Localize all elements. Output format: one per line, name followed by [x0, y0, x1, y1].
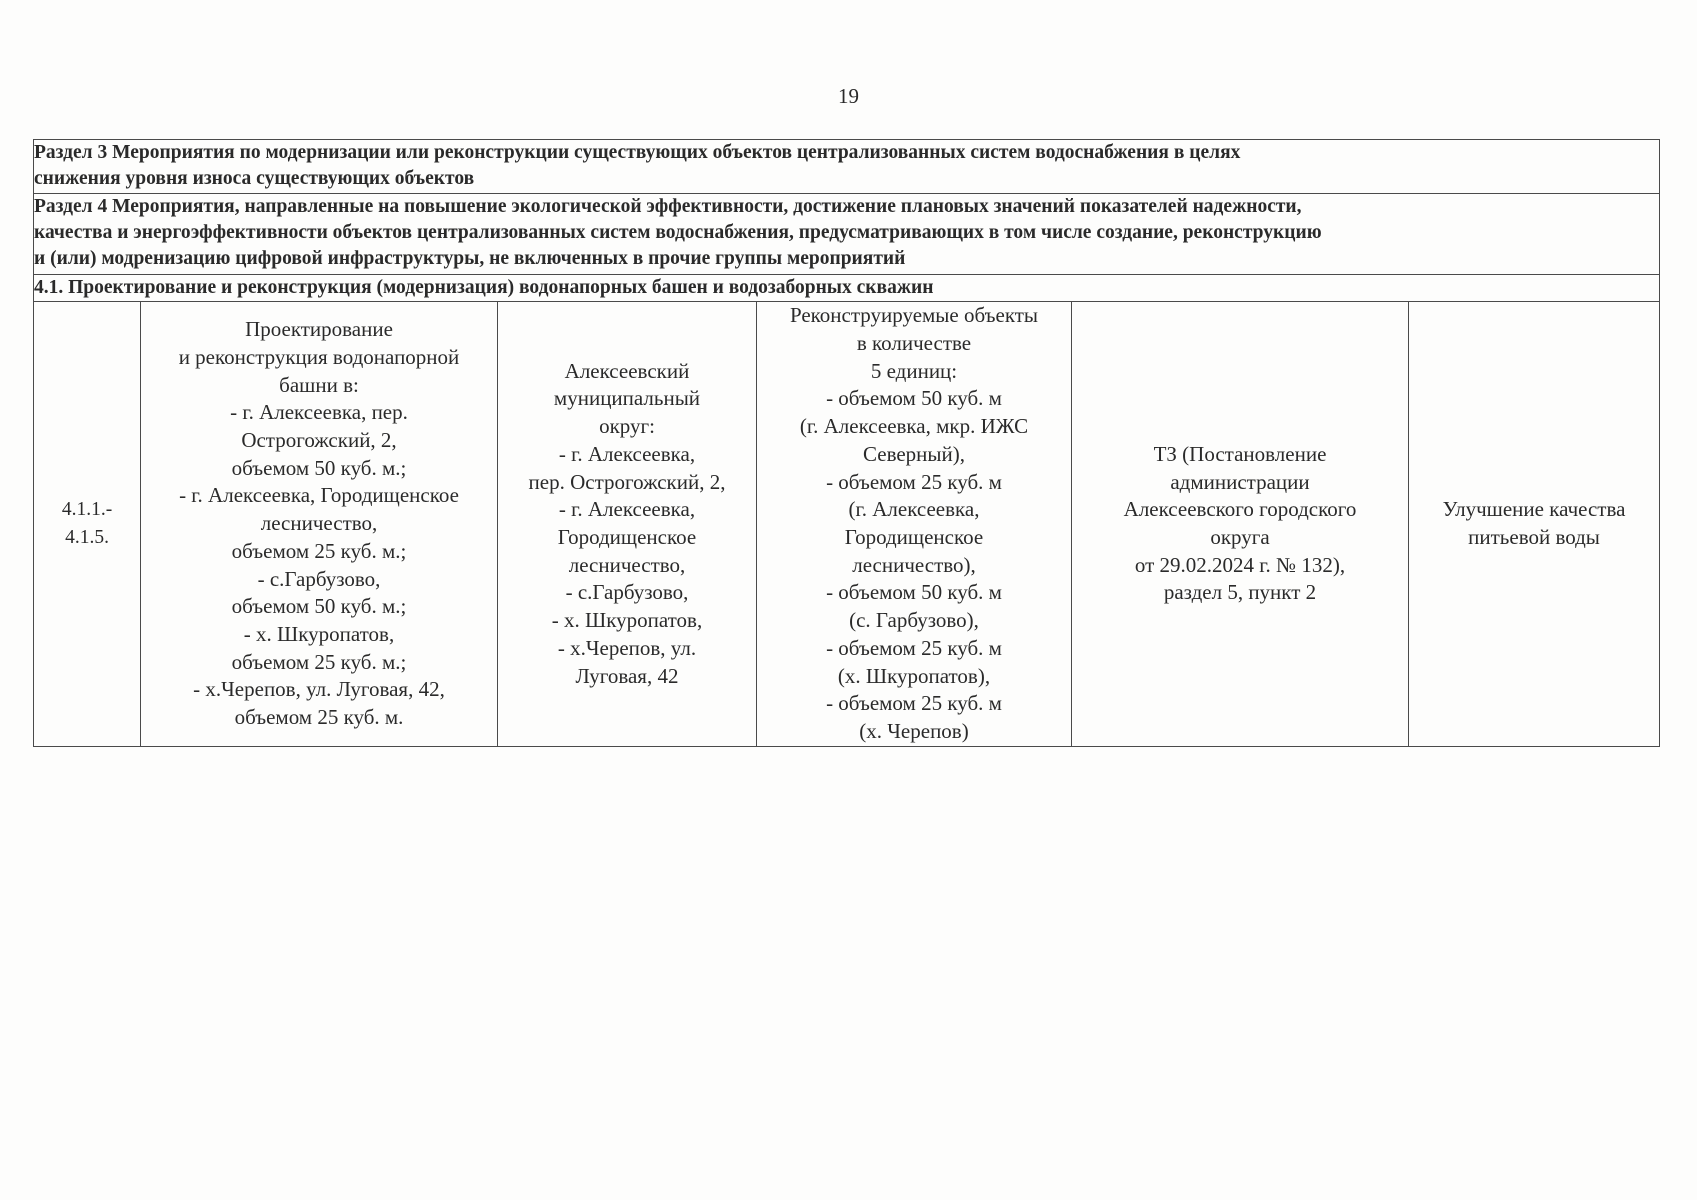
location-line: - с.Гарбузово, [565, 580, 689, 605]
basis-line: Алексеевского городского [1123, 497, 1357, 522]
description-line: объемом 25 куб. м.; [231, 649, 407, 674]
result-cell [1409, 302, 1660, 747]
description-line: объемом 50 куб. м.; [231, 594, 407, 619]
description-line: башни в: [279, 372, 359, 397]
description-line: и реконструкция водонапорной [178, 344, 460, 369]
location-line: - г. Алексеевка, [558, 497, 696, 522]
section-3-row [34, 140, 1660, 194]
item-number-cell [34, 302, 141, 747]
table-row [34, 302, 1660, 747]
description-line: объемом 25 куб. м.; [231, 538, 407, 563]
section-4-heading [34, 194, 1660, 275]
objects-line: - объемом 25 куб. м [826, 691, 1002, 716]
location-line: - х.Черепов, ул. [557, 635, 697, 660]
section-3-line: Раздел 3 Мероприятия по модернизации или реконструкции существующих объектов централизованных систем водоснабжения в целях [34, 142, 1241, 163]
location-line: - х. Шкуропатов, [551, 608, 703, 633]
basis-line: ТЗ (Постановление [1153, 441, 1327, 466]
location-line: округ: [599, 414, 655, 439]
subsection-row [34, 275, 1660, 302]
objects-line: - объемом 50 куб. м [826, 386, 1002, 411]
basis-line: администрации [1170, 469, 1310, 494]
description-line: - х. Шкуропатов, [243, 621, 395, 646]
location-line: Луговая, 42 [575, 663, 679, 688]
basis-line: от 29.02.2024 г. № 132), [1134, 552, 1346, 577]
description-line: Острогожский, 2, [241, 428, 397, 453]
item-number-line: 4.1.1.- [61, 499, 113, 521]
location-line: пер. Острогожский, 2, [528, 469, 726, 494]
description-line: объемом 50 куб. м.; [231, 455, 407, 480]
item-number-line: 4.1.5. [65, 527, 109, 548]
result-line: Улучшение качества [1442, 497, 1626, 522]
location-line: Городищенское [557, 525, 697, 549]
objects-line: 5 единиц: [870, 358, 958, 383]
description-line: - х.Черепов, ул. Луговая, 42, [193, 677, 445, 702]
objects-line: (г. Алексеевка, мкр. ИЖС [799, 414, 1029, 439]
section-4-line: и (или) модренизацию цифровой инфраструктуры, не включенных в прочие группы мероприятий [34, 248, 906, 269]
description-line: - г. Алексеевка, Городищенское [179, 483, 459, 508]
description-line: Проектирование [245, 317, 393, 342]
objects-line: (с. Гарбузово), [849, 608, 979, 633]
objects-line: (х. Шкуропатов), [837, 663, 991, 688]
description-line: - с.Гарбузово, [257, 566, 381, 591]
result-line: питьевой воды [1468, 525, 1600, 549]
objects-line: Реконструируемые объекты [789, 303, 1039, 328]
measures-table [33, 139, 1660, 747]
location-cell [498, 302, 757, 747]
basis-cell [1072, 302, 1409, 747]
basis-line: раздел 5, пункт 2 [1163, 580, 1317, 605]
basis-line: округа [1210, 525, 1270, 549]
description-line: - г. Алексеевка, пер. [230, 400, 408, 425]
objects-line: Городищенское [844, 525, 984, 549]
objects-line: - объемом 25 куб. м [826, 469, 1002, 494]
objects-line: в количестве [856, 331, 972, 356]
description-cell [141, 302, 498, 747]
section-4-line: качества и энергоэффективности объектов централизованных систем водоснабжения, предусматривающих в том числе создание, реконструкцию [34, 222, 1322, 243]
objects-cell [757, 302, 1072, 747]
section-4-line: Раздел 4 Мероприятия, направленные на повышение экологической эффективности, достижение плановых значений показателей надежности, [34, 196, 1302, 217]
location-line: Алексеевский [564, 358, 690, 383]
objects-line: (г. Алексеевка, [848, 497, 980, 522]
page-number: 19 [838, 84, 859, 108]
objects-line: Северный), [862, 441, 966, 466]
section-3-heading [34, 140, 1660, 194]
description-line: лесничество, [260, 511, 378, 536]
section-4-row [34, 194, 1660, 275]
objects-line: - объемом 50 куб. м [826, 580, 1002, 605]
objects-line: (х. Черепов) [859, 718, 969, 743]
objects-line: лесничество), [852, 552, 976, 577]
subsection-heading: 4.1. Проектирование и реконструкция (модернизация) водонапорных башен и водозаборных скважин [34, 275, 1660, 302]
location-line: лесничество, [568, 552, 686, 577]
objects-line: - объемом 25 куб. м [826, 635, 1002, 660]
location-line: - г. Алексеевка, [558, 441, 696, 466]
location-line: муниципальный [553, 386, 701, 411]
description-line: объемом 25 куб. м. [234, 705, 404, 730]
section-3-line: снижения уровня износа существующих объектов [34, 168, 475, 189]
